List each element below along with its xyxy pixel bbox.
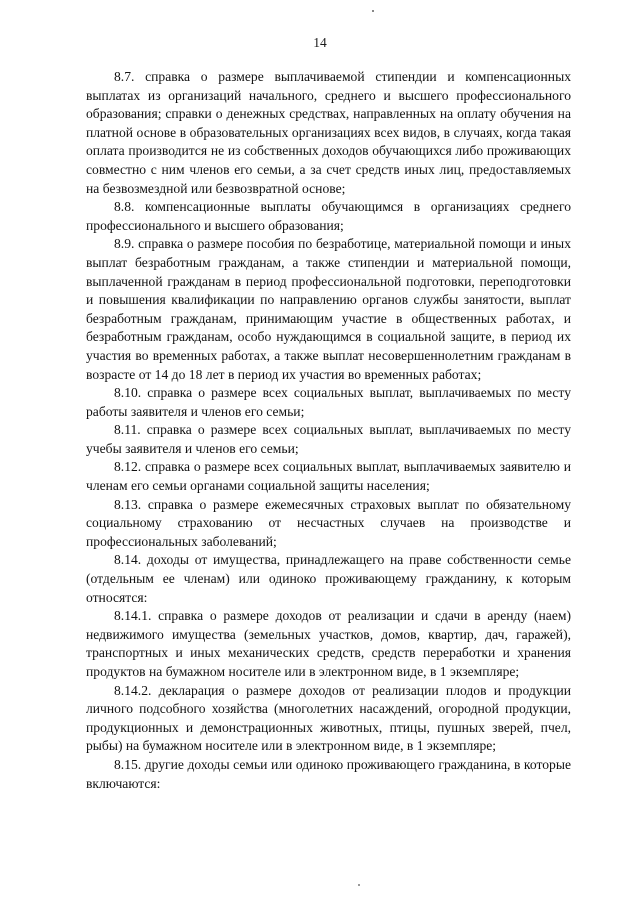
paragraph-8-9: 8.9. справка о размере пособия по безработице, материальной помощи и иных выплат безработным гражданам, а также стипендии и материальной помощи, выплаченной гражданам в период профессиональной подготовки, переподготовки и повышения квалификации по направлению органов службы занятости, выплат безработным гражданам, принимающим участие в общественных работах, и безработным гражданам, особо нуждающимся в социальной защите, в период их участия во временных работах, а также выплат несовершеннолетним гражданам в возрасте от 14 до 18 лет в период их участия во временных работах; — [86, 236, 571, 382]
paragraph-8-11: 8.11. справка о размере всех социальных выплат, выплачиваемых по месту учебы заявителя и членов его семьи; — [86, 422, 571, 456]
paragraph-8-14-1: 8.14.1. справка о размере доходов от реализации и сдачи в аренду (наем) недвижимого имущества (земельных участков, домов, квартир, дач, гаражей), транспортных и иных механических средств, средств переработки и хранения продуктов на бумажном носителе или в электронном виде, в 1 экземпляре; — [86, 608, 571, 679]
scan-speck — [358, 884, 360, 886]
paragraph-8-13: 8.13. справка о размере ежемесячных страховых выплат по обязательному социальному страхованию от несчастных случаев на производстве и профессиональных заболеваний; — [86, 496, 571, 549]
page-number: 14 — [313, 35, 327, 50]
scan-speck — [372, 10, 374, 12]
paragraph-8-15: 8.15. другие доходы семьи или одиноко проживающего гражданина, в которые включаются: — [86, 756, 571, 791]
paragraph-8-8: 8.8. компенсационные выплаты обучающимся в организациях среднего профессионального и высшего образования; — [86, 199, 571, 233]
document-body — [86, 68, 571, 793]
paragraph-8-14-2: 8.14.2. декларация о размере доходов от реализации плодов и продукции личного подсобного хозяйства (многолетних насаждений, огородной продукции, продукционных и демонстрационных животных, птицы, пушных зверей, пчел, рыбы) на бумажном носителе или в электронном виде, в 1 экземпляре; — [86, 682, 571, 754]
paragraph-8-12: 8.12. справка о размере всех социальных выплат, выплачиваемых заявителю и членам его семьи органами социальной защиты населения; — [86, 459, 571, 494]
paragraph-8-7: 8.7. справка о размере выплачиваемой стипендии и компенсационных выплатах из организаций начального, среднего и высшего профессионального образования; справки о денежных средствах, направленных на оплату обучения на платной основе в образовательных организациях всех видов, в случаях, когда такая оплата производится не из собственных доходов обучающихся либо проживающих совместно с ним членов его семьи, а за счет средств иных лиц, предоставляемых на безвозмездной или безвозвратной основе; — [86, 69, 571, 196]
paragraph-8-14: 8.14. доходы от имущества, принадлежащего на праве собственности семье (отдельным ее членам) или одиноко проживающему гражданину, к которым относятся: — [86, 552, 571, 605]
paragraph-8-10: 8.10. справка о размере всех социальных выплат, выплачиваемых по месту работы заявителя и членов его семьи; — [86, 385, 571, 419]
